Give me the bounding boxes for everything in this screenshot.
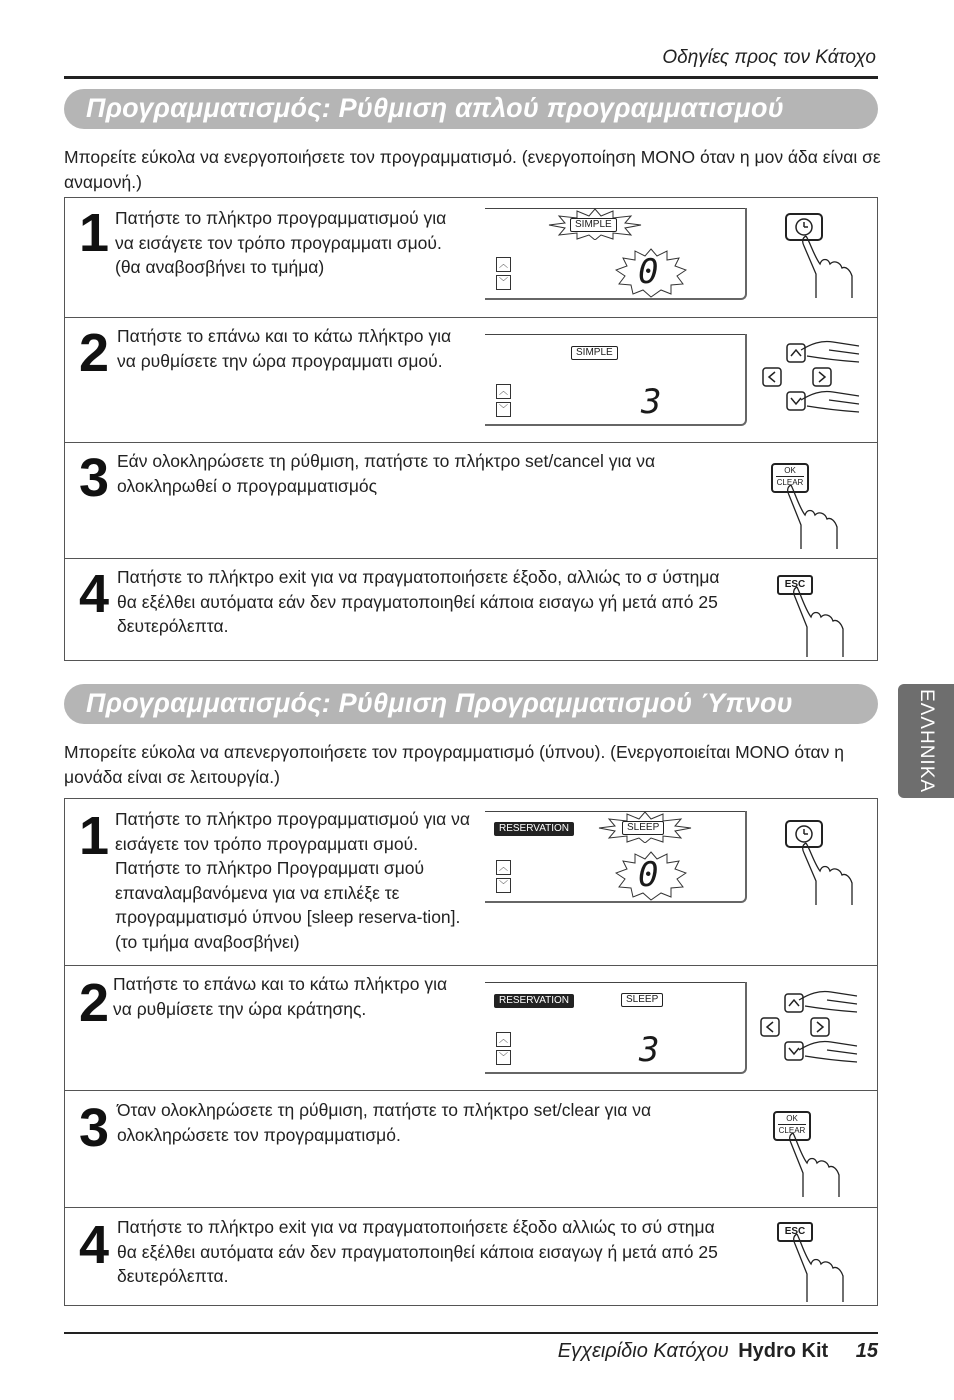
lcd-digit: 0 [638, 252, 659, 292]
ok-label: OK [784, 466, 796, 475]
lcd-mode-tag: SIMPLE [570, 218, 617, 232]
step-text: Πατήστε το πλήκτρο προγραμματισμού για να εισάγετε τον τρόπο προγραμματι σμού. Πατήστε το πλήκτρο Προγραμματι σμού επαναλαμβανόμενα για να επιλέξε τε προγραμματισμό ύπνου [sleep reserva-tion]. (το τμήμα αναβοσβήνει) [115, 809, 471, 952]
esc-button-press-icon [777, 1222, 857, 1304]
lcd-mode-tag: SLEEP [622, 821, 664, 835]
footer-rule [64, 1332, 878, 1334]
step-number: 3 [79, 1098, 110, 1158]
ok-clear-button-press-icon [769, 463, 849, 553]
esc-label: ESC [777, 1222, 813, 1242]
step-4 [65, 1207, 877, 1306]
step-number: 4 [79, 1215, 110, 1275]
ok-label: OK [786, 1114, 798, 1123]
running-title: Οδηγίες προς τον Κάτοχο [662, 47, 876, 68]
up-arrow-icon: ︿ [496, 384, 511, 399]
manual-label: Εγχειρίδιο Κατόχου [557, 1340, 729, 1362]
step-number: 3 [79, 448, 110, 508]
step-1 [65, 799, 877, 965]
esc-label: ESC [777, 575, 813, 595]
step-text: Πατήστε το πλήκτρο exit για να πραγματοποιήσετε έξοδο αλλιώς το σύ στημα θα εξέλθει αυτόματα εάν δεν πραγματοποιηθεί κάποια εισαγωγ ή μετά από 25 δευτερόλεπτα. [117, 1217, 718, 1286]
language-tab-label: ΕΛΛΗΝΙΚΑ [916, 688, 937, 794]
step-text: Όταν ολοκληρώσετε τη ρύθμιση, πατήστε το πλήκτρο set/clear για να ολοκληρώσετε τον προγραμματισμό. [117, 1100, 652, 1145]
step-text: Πατήστε το πλήκτρο προγραμματισμού για να εισάγετε τον τρόπο προγραμματι σμού. (θα αναβοσβήνει το τμήμα) [115, 208, 447, 277]
direction-keys-press-icon [759, 334, 863, 424]
clear-label: CLEAR [776, 478, 804, 487]
step-text: Πατήστε το πλήκτρο exit για να πραγματοποιήσετε έξοδο, αλλιώς το σ ύστημα θα εξέλθει αυτόματα εάν δεν πραγματοποιηθεί κάποια εισαγω γή μετά από 25 δευτερόλεπτα. [117, 567, 720, 636]
esc-button-press-icon [777, 575, 857, 659]
down-arrow-icon: ﹀ [496, 878, 511, 893]
down-arrow-icon: ﹀ [496, 402, 511, 417]
down-arrow-icon: ﹀ [496, 1050, 511, 1065]
section-title-bar [64, 684, 878, 724]
direction-keys-press-icon [757, 984, 861, 1074]
footer [558, 1340, 878, 1363]
step-number: 1 [79, 806, 110, 866]
page-number: 15 [855, 1340, 878, 1362]
lcd-digit: 3 [641, 382, 662, 422]
step-number: 2 [79, 973, 110, 1033]
section-intro: Μπορείτε εύκολα να απενεργοποιήσετε τον προγραμματισμό (ύπνου). (Ενεργοποιείται ΜΟΝΟ όταν η μονάδα είναι σε λειτουργία.) [64, 742, 845, 787]
header-rule [64, 76, 878, 79]
timer-button-press-icon [780, 819, 860, 909]
step-2 [65, 317, 877, 443]
lcd-digit: 3 [639, 1030, 660, 1070]
step-number: 2 [79, 323, 110, 383]
section-intro: Μπορείτε εύκολα να ενεργοποιήσετε τον προγραμματισμό. (ενεργοποίηση ΜΟΝΟ όταν η μον άδα είναι σε αναμονή.) [64, 147, 881, 192]
step-text: Πατήστε το επάνω και το κάτω πλήκτρο για να ρυθμίσετε την ώρα προγραμματι σμού. [117, 326, 452, 371]
steps-box [64, 197, 878, 661]
section-title: Προγραμματισμός: Ρύθμιση απλού προγραμματισμού [86, 93, 784, 123]
steps-box [64, 798, 878, 1306]
ok-clear-button-press-icon [771, 1111, 851, 1201]
down-arrow-icon: ﹀ [496, 275, 511, 290]
reservation-badge: RESERVATION [494, 994, 574, 1008]
product-name: Hydro Kit [738, 1340, 829, 1362]
timer-button-press-icon [780, 212, 860, 302]
clear-label: CLEAR [778, 1126, 806, 1135]
up-arrow-icon: ︿ [496, 257, 511, 272]
section-title-bar [64, 89, 878, 129]
lcd-mode-tag: SIMPLE [571, 346, 618, 360]
step-3 [65, 1090, 877, 1208]
section-title: Προγραμματισμός: Ρύθμιση Προγραμματισμού Ύπνου [86, 688, 793, 718]
step-1 [65, 198, 877, 317]
step-text: Εάν ολοκληρώσετε τη ρύθμιση, πατήστε το πλήκτρο set/cancel για να ολοκληρωθεί ο προγραμματισμός [117, 451, 656, 496]
step-2 [65, 965, 877, 1091]
step-number: 4 [79, 564, 110, 624]
step-3 [65, 442, 877, 559]
up-arrow-icon: ︿ [496, 860, 511, 875]
lcd-mode-tag: SLEEP [621, 993, 663, 1007]
step-text: Πατήστε το επάνω και το κάτω πλήκτρο για να ρυθμίσετε την ώρα κράτησης. [113, 974, 448, 1019]
reservation-badge: RESERVATION [494, 822, 574, 836]
step-number: 1 [79, 203, 110, 263]
step-4 [65, 558, 877, 661]
language-tab [898, 684, 954, 798]
lcd-digit: 0 [638, 855, 659, 895]
up-arrow-icon: ︿ [496, 1032, 511, 1047]
